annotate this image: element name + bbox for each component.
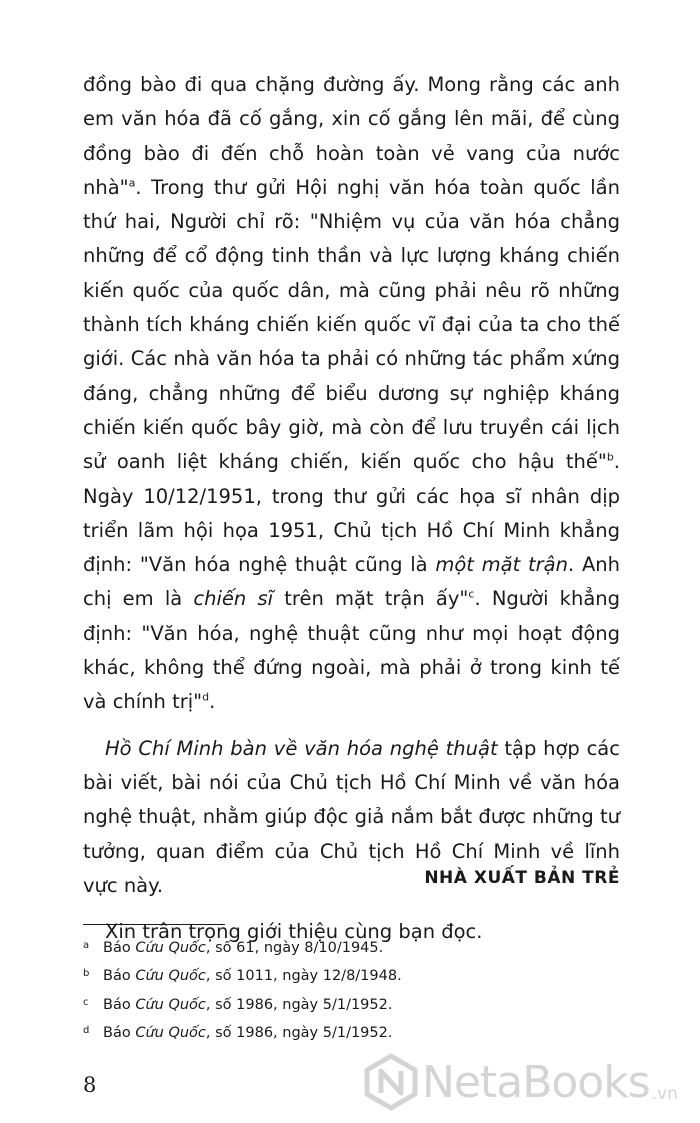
italic-text: một mặt trận (435, 553, 568, 577)
footnotes (83, 933, 623, 1046)
footnote-reference: a (128, 176, 136, 190)
footnote-prefix: Báo (103, 1024, 136, 1041)
footnote-detail: , số 1986, ngày 5/1/1952. (205, 1024, 393, 1041)
text-run: Xin trân trọng giới thiệu cùng bạn đọc. (105, 920, 483, 944)
footnote-source: Cứu Quốc (135, 968, 206, 985)
footnote-prefix: Báo (103, 996, 136, 1013)
footnote-prefix: Báo (103, 940, 136, 956)
text-run: . Anh chị em là (83, 553, 620, 611)
footnote-mark: d (83, 1024, 90, 1036)
footnote-reference: b (606, 450, 614, 464)
netabooks-logo-icon (362, 1053, 420, 1111)
footnote-source: Cứu Quốc (135, 940, 206, 956)
footnote-detail: , số 1011, ngày 12/8/1948. (205, 968, 402, 985)
footnote (83, 933, 623, 961)
footnote (83, 1018, 623, 1046)
footnote-reference: c (468, 587, 475, 601)
watermark-suffix: .vn (651, 1084, 678, 1104)
italic-text: chiến sĩ (193, 587, 274, 611)
footnote-mark: c (83, 996, 89, 1008)
footnote-mark: a (83, 940, 90, 951)
footnote-source: Cứu Quốc (135, 1024, 206, 1041)
text-run: tập hợp các bài viết, bài nói của Chủ tịch Hồ Chí Minh về văn hóa nghệ thuật, nhằm giúp độc giả nắm bắt được những tư tưởng, quan điểm của Chủ tịch Hồ Chí Minh về lĩnh vực này. (83, 736, 620, 897)
text-run: . Người khẳng định: "Văn hóa, nghệ thuật cũng như mọi hoạt động khác, không thể đứng ngoài, mà phải ở trong kinh tế và chính trị" (83, 587, 621, 714)
footnote-prefix: Báo (103, 968, 136, 985)
italic-text: Hồ Chí Minh bàn về văn hóa nghệ thuật (105, 736, 498, 760)
watermark (362, 1050, 678, 1114)
footnote-detail: , số 61, ngày 8/10/1945. (205, 940, 384, 956)
publisher-signature: NHÀ XUẤT BẢN TRẺ (424, 868, 620, 888)
text-run: . Trong thư gửi Hội nghị văn hóa toàn quốc lần thứ hai, Người chỉ rõ: "Nhiệm vụ của văn hóa chẳng những để cổ động tinh thần và lực lượng kháng chiến kiến quốc của quốc dân, mà cũng phải nêu rõ những thành tích kháng chiến kiến quốc vĩ đại của ta cho thế giới. Các nhà văn hóa ta phải có những tác phẩm xứng đáng, chẳng những để biểu dương sự nghiệp kháng chiến kiến quốc bây giờ, mà còn để lưu truyền cái lịch sử oanh liệt kháng chiến, kiến quốc cho hậu thế" (83, 175, 620, 474)
footnote-separator (83, 924, 225, 925)
main-text (83, 68, 620, 949)
text-run: đồng bào đi qua chặng đường ấy. Mong rằng các anh em văn hóa đã cố gắng, xin cố gắng lên mãi, để cùng đồng bào đi đến chỗ hoàn toàn vẻ vang của nước nhà" (83, 73, 620, 199)
text-run: . Ngày 10/12/1951, trong thư gửi các họa sĩ nhân dịp triển lãm hội họa 1951, Chủ tịch Hồ Chí Minh khẳng định: "Văn hóa nghệ thuật cũng là (83, 450, 620, 577)
footnote-detail: , số 1986, ngày 5/1/1952. (205, 996, 393, 1013)
text-run: trên mặt trận ấy" (273, 587, 469, 611)
page-number: 8 (83, 1073, 97, 1097)
footnote-source: Cứu Quốc (135, 996, 206, 1013)
footnote-reference: d (202, 690, 210, 704)
watermark-name: NetaBooks (422, 1056, 650, 1108)
paragraph (83, 68, 620, 720)
footnote (83, 990, 623, 1018)
footnote-mark: b (83, 968, 90, 980)
footnote (83, 961, 623, 989)
text-run: . (209, 690, 216, 714)
